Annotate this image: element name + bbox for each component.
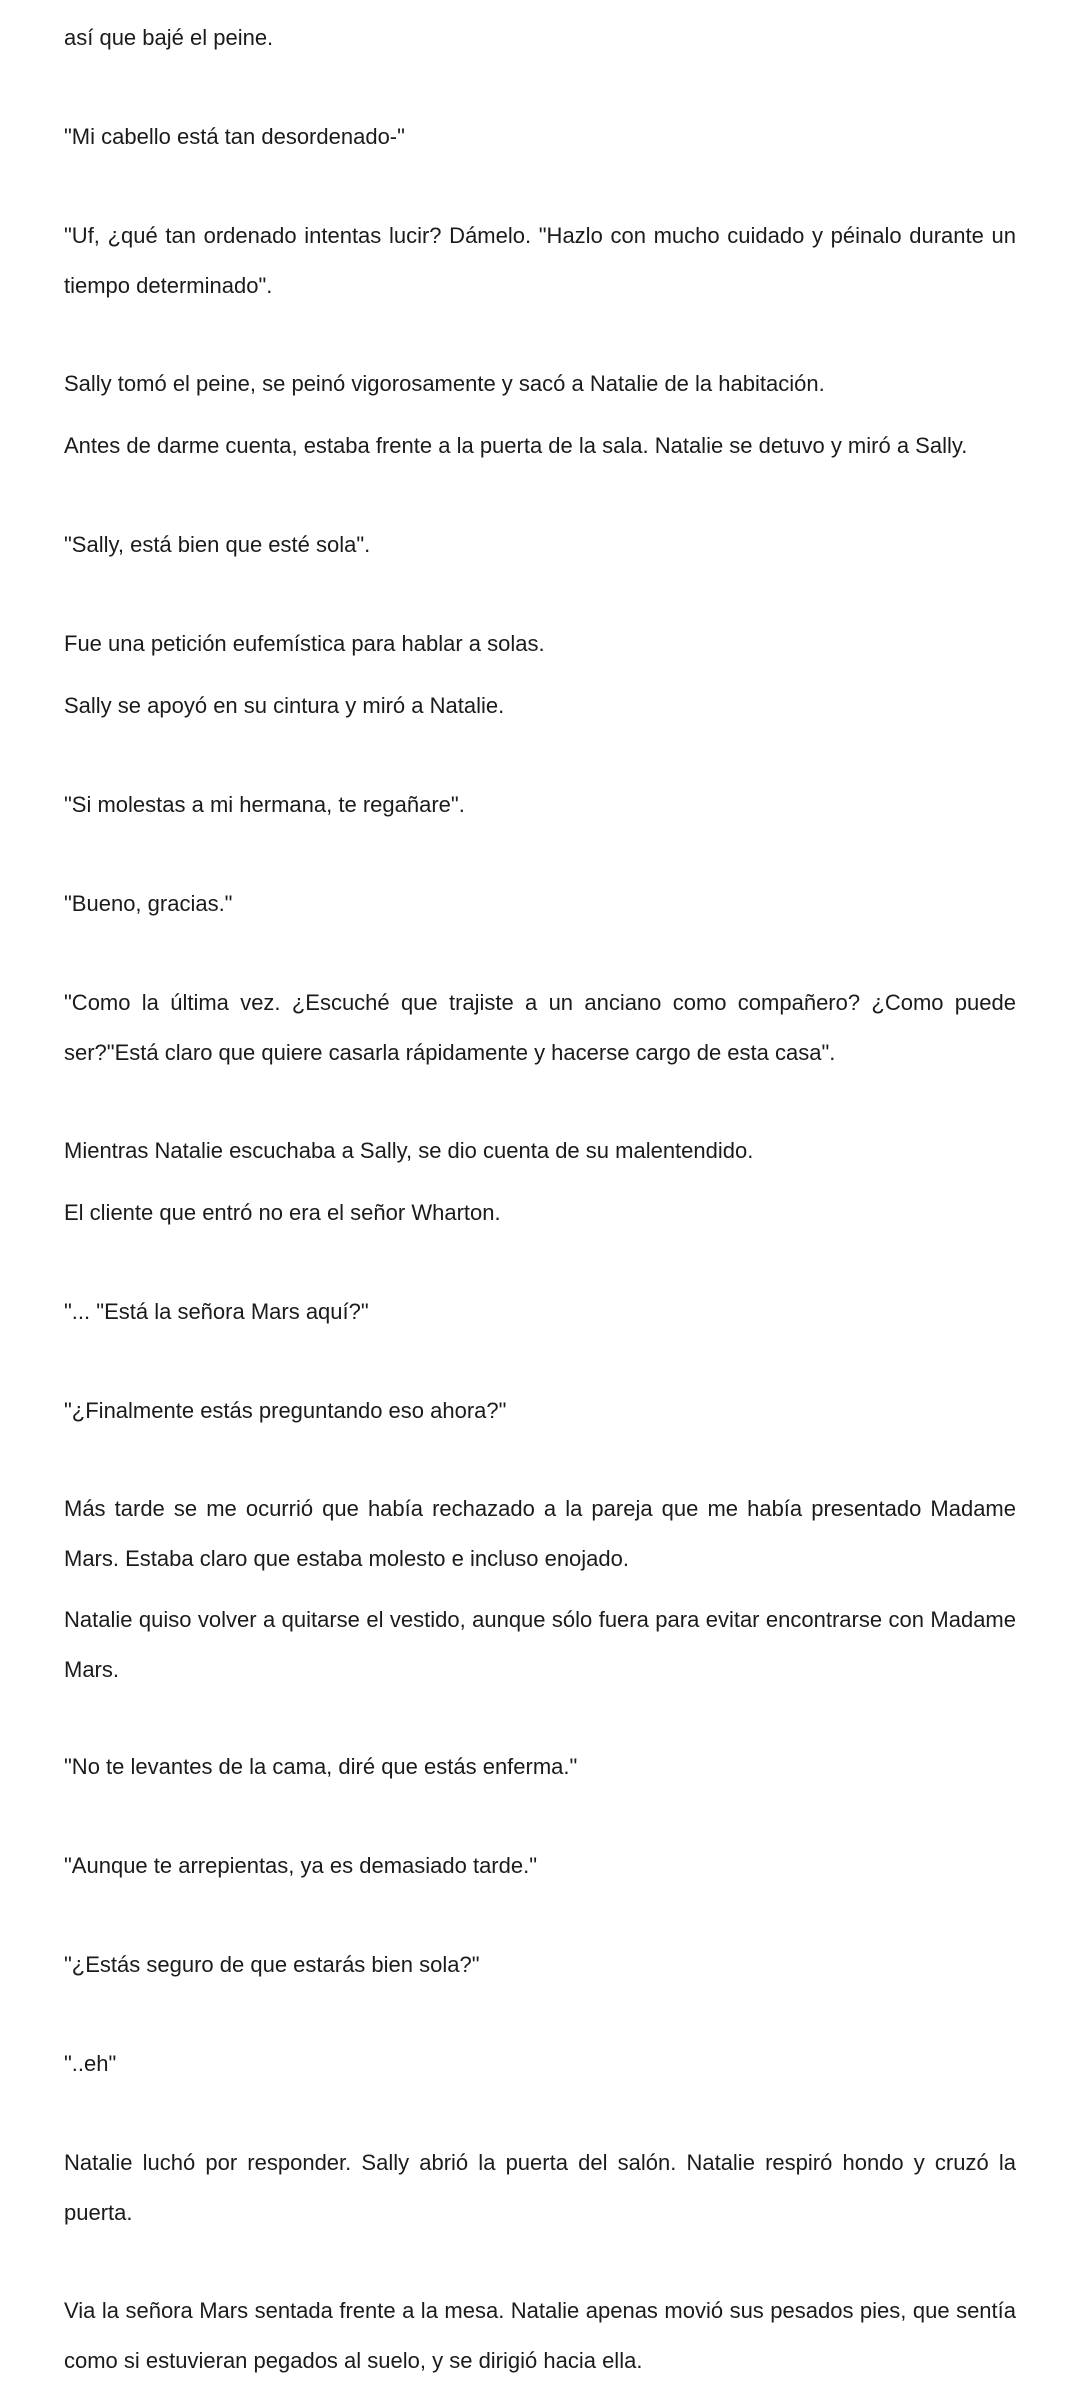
paragraph: "..eh" — [64, 2051, 117, 2076]
paragraph: "Si molestas a mi hermana, te regañare". — [64, 792, 465, 817]
paragraph: "¿Estás seguro de que estarás bien sola?" — [64, 1952, 480, 1977]
paragraph: "... "Está la señora Mars aquí?" — [64, 1299, 369, 1324]
paragraph: Natalie quiso volver a quitarse el vestido, aunque sólo fuera para evitar encontrarse con Madame Mars. — [64, 1607, 1016, 1682]
paragraph: "¿Finalmente estás preguntando eso ahora?" — [64, 1398, 507, 1423]
paragraph: Natalie luchó por responder. Sally abrió la puerta del salón. Natalie respiró hondo y cruzó la puerta. — [64, 2150, 1016, 2225]
paragraph: "Mi cabello está tan desordenado-" — [64, 124, 405, 149]
paragraph: Antes de darme cuenta, estaba frente a la puerta de la sala. Natalie se detuvo y miró a Sally. — [64, 433, 968, 458]
paragraph: "No te levantes de la cama, diré que estás enferma." — [64, 1754, 578, 1779]
paragraph: Sally se apoyó en su cintura y miró a Natalie. — [64, 693, 505, 718]
paragraph: Más tarde se me ocurrió que había rechazado a la pareja que me había presentado Madame Mars. Estaba claro que estaba molesto e incluso enojado. — [64, 1496, 1016, 1571]
paragraph: Mientras Natalie escuchaba a Sally, se dio cuenta de su malentendido. — [64, 1138, 754, 1163]
paragraph: Sally tomó el peine, se peinó vigorosamente y sacó a Natalie de la habitación. — [64, 371, 825, 396]
paragraph: "Uf, ¿qué tan ordenado intentas lucir? Dámelo. "Hazlo con mucho cuidado y péinalo durante un tiempo determinado". — [64, 223, 1016, 298]
paragraph: "Sally, está bien que esté sola". — [64, 532, 371, 557]
paragraph: Via la señora Mars sentada frente a la mesa. Natalie apenas movió sus pesados pies, que sentía como si estuvieran pegados al suelo, y se dirigió hacia ella. — [64, 2298, 1016, 2373]
paragraph: "Aunque te arrepientas, ya es demasiado tarde." — [64, 1853, 538, 1878]
paragraph: "Bueno, gracias." — [64, 891, 233, 916]
paragraph: El cliente que entró no era el señor Wharton. — [64, 1200, 501, 1225]
paragraph: Fue una petición eufemística para hablar a solas. — [64, 631, 545, 656]
paragraph: "Como la última vez. ¿Escuché que trajiste a un anciano como compañero? ¿Como puede ser?"Está claro que quiere casarla rápidamente y hacerse cargo de esta casa". — [64, 990, 1016, 1065]
paragraph: así que bajé el peine. — [64, 25, 274, 50]
